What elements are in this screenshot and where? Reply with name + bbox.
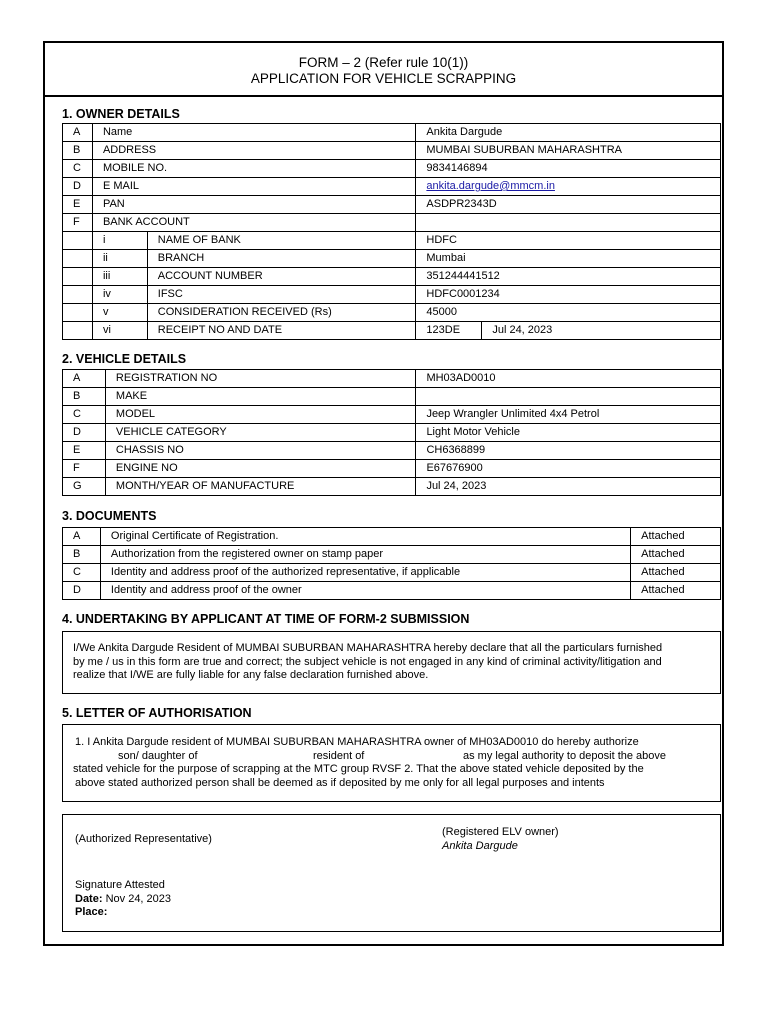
field-value: [416, 178, 721, 196]
authorisation-line: 1. I Ankita Dargude resident of MUMBAI SUBURBAN MAHARASHTRA owner of MH03AD0010 do hereby authorize: [75, 736, 639, 748]
vehicle-row: [63, 370, 721, 388]
bank-row: [63, 286, 721, 304]
field-value: MUMBAI SUBURBAN MAHARASHTRA: [416, 142, 721, 160]
receipt-label: RECEIPT NO AND DATE: [147, 322, 416, 340]
field-label: MODEL: [105, 406, 416, 424]
authorized-representative-label: (Authorized Representative): [75, 833, 212, 845]
document-status: Attached: [631, 564, 721, 582]
field-value: MH03AD0010: [416, 370, 721, 388]
undertaking-line: I/We Ankita Dargude Resident of MUMBAI SUBURBAN MAHARASHTRA hereby declare that all the particulars furnished: [73, 642, 663, 654]
signature-box: [62, 814, 721, 932]
row-key: A: [63, 528, 101, 546]
authorisation-line: stated vehicle for the purpose of scrapping at the MTC group RVSF 2. That the above stated vehicle deposited by the: [73, 763, 644, 775]
empty-key: [63, 250, 93, 268]
document-row: [63, 582, 721, 600]
row-key: B: [63, 388, 106, 406]
vehicle-row: [63, 442, 721, 460]
field-label: CHASSIS NO: [105, 442, 416, 460]
receipt-date: Jul 24, 2023: [482, 322, 721, 340]
row-key: D: [63, 582, 101, 600]
authorisation-heading: 5. LETTER OF AUTHORISATION: [62, 706, 252, 720]
document-row: [63, 546, 721, 564]
owner-table: [62, 123, 721, 340]
row-key: F: [63, 214, 93, 232]
empty-key: [63, 322, 93, 340]
document-label: Identity and address proof of the authorized representative, if applicable: [100, 564, 630, 582]
documents-heading: 3. DOCUMENTS: [62, 509, 157, 523]
vehicle-row: [63, 424, 721, 442]
bank-field-value: HDFC0001234: [416, 286, 721, 304]
field-label: MONTH/YEAR OF MANUFACTURE: [105, 478, 416, 496]
documents-table: [62, 527, 721, 600]
bank-field-label: NAME OF BANK: [147, 232, 416, 250]
owner-row: [63, 196, 721, 214]
field-label: VEHICLE CATEGORY: [105, 424, 416, 442]
row-key: F: [63, 460, 106, 478]
field-label: PAN: [92, 196, 415, 214]
owner-row: [63, 178, 721, 196]
bank-field-value: 45000: [416, 304, 721, 322]
bank-row-number: ii: [92, 250, 147, 268]
field-label: Name: [92, 124, 415, 142]
owner-row: [63, 214, 721, 232]
bank-field-value: 351244441512: [416, 268, 721, 286]
vehicle-row: [63, 406, 721, 424]
document-status: Attached: [631, 582, 721, 600]
document-row: [63, 564, 721, 582]
field-value: [416, 214, 721, 232]
document-label: Identity and address proof of the owner: [100, 582, 630, 600]
receipt-row: [63, 322, 721, 340]
row-key: C: [63, 406, 106, 424]
bank-row-number: v: [92, 304, 147, 322]
bank-field-label: ACCOUNT NUMBER: [147, 268, 416, 286]
bank-field-value: Mumbai: [416, 250, 721, 268]
date-value: Nov 24, 2023: [105, 893, 172, 905]
vehicle-heading: 2. VEHICLE DETAILS: [62, 352, 187, 366]
row-key: B: [63, 142, 93, 160]
field-value: CH6368899: [416, 442, 721, 460]
form-frame: [43, 41, 724, 946]
field-value: ASDPR2343D: [416, 196, 721, 214]
date-label: Date:: [75, 893, 103, 905]
row-key: D: [63, 178, 93, 196]
form-header: [45, 43, 722, 97]
place-label: Place:: [75, 906, 108, 918]
document-label: Original Certificate of Registration.: [100, 528, 630, 546]
form-title: APPLICATION FOR VEHICLE SCRAPPING: [250, 71, 517, 86]
bank-row: [63, 268, 721, 286]
receipt-number: 123DE: [416, 322, 482, 340]
bank-row-number: i: [92, 232, 147, 250]
bank-row-number: vi: [92, 322, 147, 340]
field-value: Ankita Dargude: [416, 124, 721, 142]
document-label: Authorization from the registered owner on stamp paper: [100, 546, 630, 564]
authorisation-line: above stated authorized person shall be deemed as if deposited by me only for all legal purposes and intents: [75, 776, 605, 789]
undertaking-line: by me / us in this form are true and correct; the subject vehicle is not engaged in any kind of criminal activity/litigation and: [73, 655, 662, 668]
field-value: Jeep Wrangler Unlimited 4x4 Petrol: [416, 406, 721, 424]
field-value: Jul 24, 2023: [416, 478, 721, 496]
field-label: BANK ACCOUNT: [92, 214, 415, 232]
vehicle-row: [63, 478, 721, 496]
owner-heading: 1. OWNER DETAILS: [62, 107, 180, 121]
signature-attested-label: Signature Attested: [75, 879, 165, 891]
document-status: Attached: [631, 546, 721, 564]
owner-name-signature: Ankita Dargude: [442, 840, 518, 852]
bank-row: [63, 250, 721, 268]
field-value: [416, 388, 721, 406]
row-key: C: [63, 564, 101, 582]
bank-field-label: IFSC: [147, 286, 416, 304]
bank-field-label: CONSIDERATION RECEIVED (Rs): [147, 304, 416, 322]
document-row: [63, 528, 721, 546]
field-label: MAKE: [105, 388, 416, 406]
bank-field-value: HDFC: [416, 232, 721, 250]
form-rule-title: FORM – 2 (Refer rule 10(1)): [298, 55, 469, 70]
empty-key: [63, 232, 93, 250]
row-key: A: [63, 370, 106, 388]
row-key: A: [63, 124, 93, 142]
row-key: E: [63, 196, 93, 214]
empty-key: [63, 268, 93, 286]
empty-key: [63, 304, 93, 322]
email-link[interactable]: ankita.dargude@mmcm.in: [426, 180, 555, 192]
bank-row: [63, 304, 721, 322]
field-label: MOBILE NO.: [92, 160, 415, 178]
bank-row-number: iii: [92, 268, 147, 286]
field-label: REGISTRATION NO: [105, 370, 416, 388]
row-key: E: [63, 442, 106, 460]
undertaking-box: [62, 631, 721, 694]
field-value: E67676900: [416, 460, 721, 478]
undertaking-heading: 4. UNDERTAKING BY APPLICANT AT TIME OF FORM-2 SUBMISSION: [62, 612, 470, 626]
vehicle-table: [62, 369, 721, 496]
son-daughter-of-label: son/ daughter of: [118, 749, 198, 762]
field-label: ADDRESS: [92, 142, 415, 160]
registered-owner-label: (Registered ELV owner): [442, 826, 559, 838]
field-label: ENGINE NO: [105, 460, 416, 478]
resident-of-label: resident of: [313, 749, 365, 762]
vehicle-row: [63, 388, 721, 406]
row-key: B: [63, 546, 101, 564]
bank-field-label: BRANCH: [147, 250, 416, 268]
document-status: Attached: [631, 528, 721, 546]
row-key: D: [63, 424, 106, 442]
row-key: G: [63, 478, 106, 496]
field-label: E MAIL: [92, 178, 415, 196]
field-value: 9834146894: [416, 160, 721, 178]
bank-row-number: iv: [92, 286, 147, 304]
vehicle-row: [63, 460, 721, 478]
owner-row: [63, 124, 721, 142]
date-line: [75, 893, 171, 907]
bank-row: [63, 232, 721, 250]
undertaking-line: realize that I/WE are fully liable for any false declaration furnished above.: [73, 669, 429, 681]
empty-key: [63, 286, 93, 304]
legal-authority-text: as my legal authority to deposit the above: [463, 749, 667, 762]
field-value: Light Motor Vehicle: [416, 424, 721, 442]
authorisation-box: [62, 724, 721, 802]
owner-row: [63, 142, 721, 160]
owner-row: [63, 160, 721, 178]
row-key: C: [63, 160, 93, 178]
